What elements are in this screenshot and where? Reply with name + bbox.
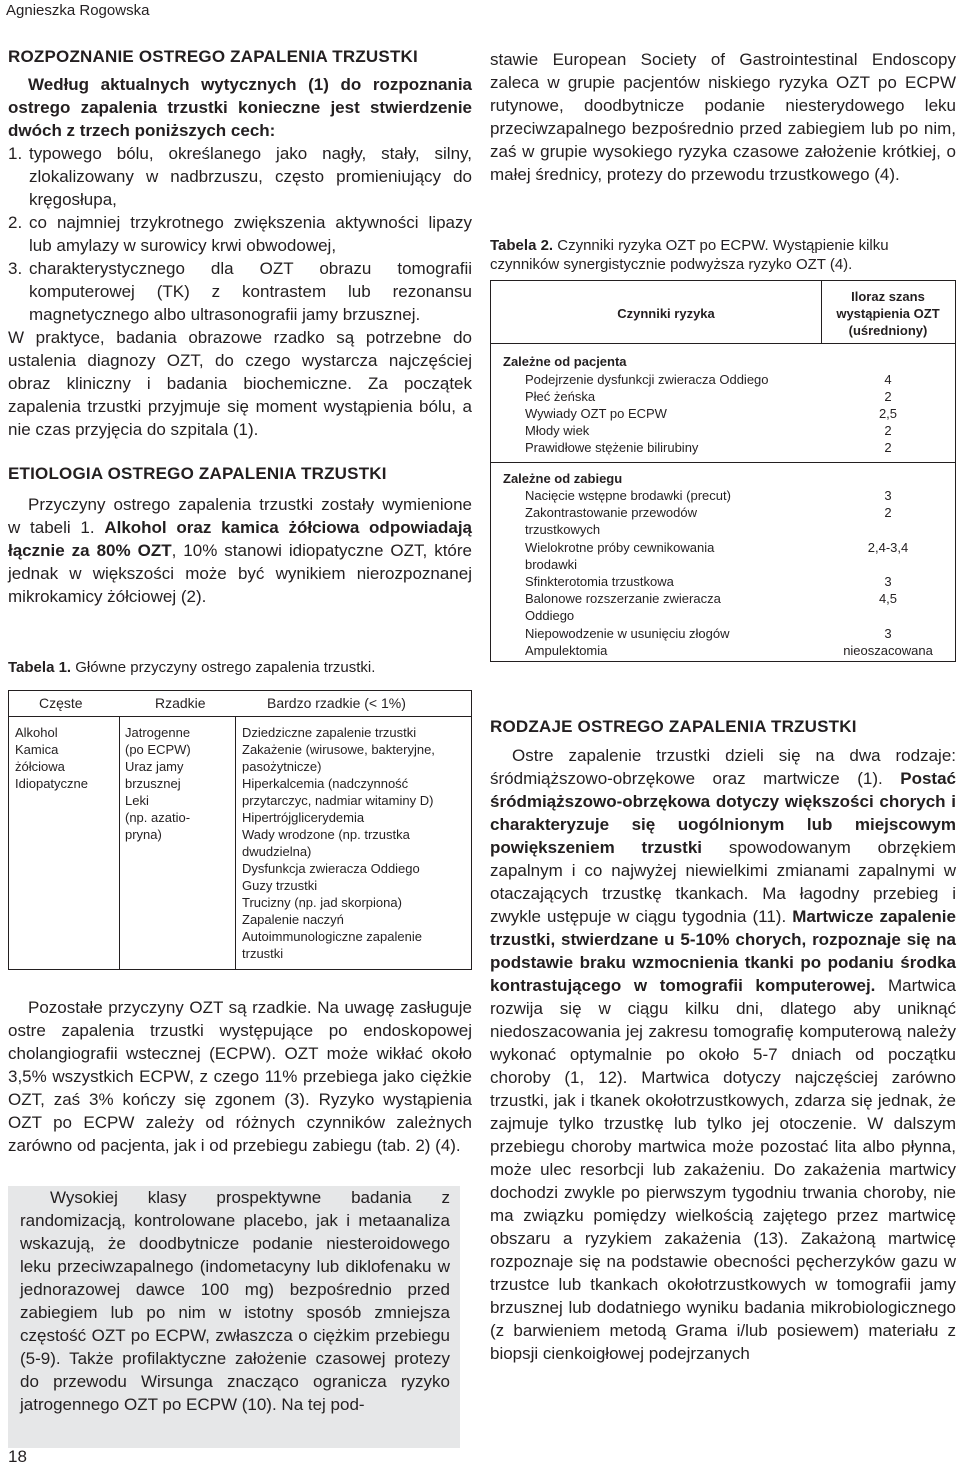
paragraph-types (490, 744, 956, 1365)
table2-row: Płeć żeńska (525, 389, 596, 404)
table2-row: Wywiady OZT po ECPW (525, 406, 667, 421)
table2-row: Młody wiek (525, 423, 590, 438)
table2-value: 4,5 (878, 591, 898, 606)
table2-header-ratio (823, 288, 953, 339)
table2-caption (490, 236, 956, 274)
types-text-bold2: Martwicze zapalenie trzustki, stwierdzane u 5-10% chorych, rozpoznaje się na podstawie braku wzmocnienia tkanki po podaniu środka kontrastującego w tomografii komputerowej. (490, 907, 956, 995)
table1-cell: przytarczyc, nadmiar witaminy D) (242, 793, 434, 808)
table2-header (491, 281, 955, 344)
table1-cell: Dziedziczne zapalenie trzustki (242, 725, 417, 740)
table1-cell: Alkohol (15, 725, 58, 740)
list-item-1 (8, 142, 472, 211)
page-number: 18 (8, 1447, 27, 1466)
table1-cell: Zapalenie naczyń (242, 912, 344, 927)
heading-diagnosis: ROZPOZNANIE OSTREGO ZAPALENIA TRZUSTKI (8, 47, 418, 66)
list-number: 1. (8, 144, 23, 163)
causes-text-b: , 10% stanowi idiopatyczne OZT, które jednak w większości może być wynikiem nierozpoznanej mikrokamicy żółciowej (2). (8, 541, 472, 606)
table1-header-very-rare: Bardzo rzadkie (< 1%) (267, 695, 406, 711)
causes-text-a: Przyczyny ostrego zapalenia trzustki zostały wymienione w tabeli 1. (8, 495, 472, 537)
table2-caption-label: Tabela 2. (490, 237, 554, 254)
highlight-box (8, 1186, 460, 1448)
table2-value: 2,4-3,4 (867, 540, 909, 555)
table2-header-ratio-line: wystąpienia OZT (836, 306, 940, 321)
paragraph-causes (8, 493, 472, 608)
table2-value: 2,5 (878, 406, 898, 421)
author-name: Agnieszka Rogowska (6, 2, 150, 19)
list-number: 3. (8, 259, 23, 278)
paragraph-other-causes (8, 996, 472, 1157)
highlight-text-wrap (20, 1186, 450, 1416)
list-text: typowego bólu, określanego jako nagły, stały, silny, zlokalizowany w nadbrzuszu, często promieniujący do kręgosłupa, (29, 144, 472, 209)
table1-cell: żółciowa (15, 759, 65, 774)
intro-paragraph: Według aktualnych wytycznych (1) do rozpoznania ostrego zapalenia trzustki konieczne jest stwierdzenie dwóch z trzech poniższych cech: (8, 75, 472, 140)
table1-cell: Trucizny (np. jad skorpiona) (242, 895, 402, 910)
types-text-c: Martwica rozwija się w ciągu kilku dni, dlatego aby uniknąć niedoszacowania jej zakresu tomografię komputerową należy wykonać optymalnie po około 5-7 dniach od początku choroby (1, 12). Martwica dotyczy najczęściej zarówno trzustki, jak i tkanek okołotrzustkowych, zdarza się jednak, że zajmuje tylko trzustkę lub tylko jej otoczenie. W dalszym przebiegu choroby martwica może pozostać lita albo płynna, może ulec resorbcji lub zakażeniu. Do zakażenia martwicy dochodzi zwykle po pierwszym tygodniu trwania choroby, nie ma związku pomiędzy wielkością zajętego przez martwicę obszaru a ryzykiem zakażenia (13). Zakażoną martwicę rozpoznaje się na podstawie obecności pęcherzyków gazu w trzustce lub tkankach okołotrzustkowych w tomografii jamy brzusznej lub dodatniego wyniku badania mikrobiologicznego (z barwieniem metodą Grama i/lub posiewem) materiału z biopsji cienkoigłowej podejrzanych (490, 976, 956, 1363)
table1-cell: Guzy trzustki (242, 878, 318, 893)
table2-row-cont: trzustkowych (525, 522, 601, 537)
list-item-3 (8, 257, 472, 326)
types-text-b: spowodowanym obrzękiem zapalnym i co najwyżej niewielkimi zmianami zapalnymi w otaczających trzustkę tkankach. Ma łagodny przebieg i zwykle ustępuje w ciągu tygodnia (11). (490, 838, 957, 926)
list-text: charakterystycznego dla OZT obrazu tomografii komputerowej (TK) z kontrastem lub rezonansu magnetycznego albo ultrasonografii jamy brzusznej. (29, 259, 472, 324)
table2 (490, 280, 956, 662)
right-column-bottom (490, 716, 956, 1365)
table2-value: 2 (884, 423, 892, 438)
table2-row: Wielokrotne próby cewnikowania (525, 540, 715, 555)
list-item-2 (8, 211, 472, 257)
table1-caption-label: Tabela 1. (8, 659, 72, 676)
table1-header-rare: Rzadkie (155, 695, 206, 711)
table2-row: Podejrzenie dysfunkcji zwieracza Oddiego (525, 372, 769, 387)
list-number: 2. (8, 213, 23, 232)
table1-cell: Hiperkalcemia (nadczynność (242, 776, 409, 791)
table1-col-rare (125, 724, 230, 843)
paragraph-imaging: W praktyce, badania obrazowe rzadko są potrzebne do ustalenia diagnozy OZT, do czego wystarcza najczęściej obraz kliniczny i badania biochemiczne. Za początek zapalenia trzustki przyjmuje się moment wystąpienia bólu, a nie czas przyjęcia do szpitala (1). (8, 328, 472, 439)
list-text: co najmniej trzykrotnego zwiększenia aktywności lipazy lub amylazy w surowicy krwi obwodowej, (29, 213, 472, 255)
table2-section-divider (491, 462, 955, 463)
table1-col-very-rare (242, 724, 472, 962)
table1-cell: Kamica (15, 742, 59, 757)
table2-header-ratio-line: Iloraz szans (851, 289, 925, 304)
table1-header-common: Częste (39, 695, 83, 711)
heading-types: RODZAJE OSTREGO ZAPALENIA TRZUSTKI (490, 717, 857, 736)
table1-caption (8, 658, 375, 677)
table2-section-procedure: Zależne od zabiegu (503, 471, 623, 486)
heading-etiology: ETIOLOGIA OSTREGO ZAPALENIA TRZUSTKI (8, 464, 387, 483)
table2-section-patient: Zależne od pacjenta (503, 354, 627, 369)
table1-divider (235, 716, 236, 969)
table1-cell: dwudzielna) (242, 844, 312, 859)
table1-cell: trzustki (242, 946, 284, 961)
table2-divider (821, 281, 822, 343)
table2-value: 2 (884, 440, 892, 455)
table2-row: Nacięcie wstępne brodawki (precut) (525, 488, 731, 503)
other-causes-text: Pozostałe przyczyny OZT są rzadkie. Na uwagę zasługuje ostre zapalenia trzustki występujące po endoskopowej cholangiografii wstecznej (ECPW). OZT może wikłać około 3,5% wszystkich ECPW, z czego 11% przebiega jako ciężkie OZT, zaś 3% kończy się zgonem (3). Ryzyko wystąpienia OZT po ECPW zależy od różnych czynników zależnych zarówno od pacjenta, jak i od przebiegu zabiegu (tab. 2) (4). (8, 998, 472, 1155)
table2-value: 2 (884, 505, 892, 520)
table2-caption-text: Czynniki ryzyka OZT po ECPW. Wystąpienie kilku czynników synergistycznie podwyższa ryzyko OZT (4). (490, 237, 889, 273)
table2-value: nieoszacowana (843, 643, 933, 658)
types-text-bold: Postać śródmiąższowo-obrzękowa dotyczy większości chorych i charakteryzuje się uogólnionym lub miejscowym powiększeniem trzustki (490, 769, 956, 857)
table1-divider (119, 716, 120, 969)
table2-value: 3 (884, 626, 892, 641)
highlight-text: Wysokiej klasy prospektywne badania z randomizacją, kontrolowane placebo, jak i metaanaliza wskazują, że doodbytnicze podanie niesteroidowego leku przeciwzapalnego (indometacyny lub diklofenaku w jednorazowej dawce 100 mg) bezpośrednio przed zabiegiem lub po nim w istotny sposób zmniejsza częstość OZT po ECPW, zwłaszcza o ciężkim przebiegu (5-9). Także profilaktyczne założenie czasowej protezy do przewodu Wirsunga znacząco ogranicza ryzyko jatrogennego OZT po ECPW (10). Na tej pod- (20, 1188, 450, 1414)
table1-cell: Dysfunkcja zwieracza Oddiego (242, 861, 420, 876)
table2-value: 4 (884, 372, 892, 387)
table1-cell: pryna) (125, 827, 162, 842)
table2-value: 3 (884, 488, 892, 503)
table2-row: Niepowodzenie w usunięciu złogów (525, 626, 730, 641)
causes-text-bold: Alkohol oraz kamica żółciowa odpowiadają łącznie za 80% OZT (8, 518, 473, 560)
table1-cell: Leki (125, 793, 149, 808)
table2-row: Sfinkterotomia trzustkowa (525, 574, 674, 589)
table2-row: Prawidłowe stężenie bilirubiny (525, 440, 699, 455)
table1 (8, 690, 472, 970)
table1-cell: (po ECPW) (125, 742, 191, 757)
table1-cell: Jatrogenne (125, 725, 191, 740)
table2-row: Zakontrastowanie przewodów (525, 505, 697, 520)
left-column (8, 46, 472, 608)
table2-row: Ampulektomia (525, 643, 608, 658)
table1-cell: brzusznej (125, 776, 181, 791)
paragraph-esge: stawie European Society of Gastrointestinal Endoscopy zaleca w grupie pacjentów niskiego ryzyka OZT po ECPW rutynowe, doodbytnicze podanie niesterydowego leku przeciwzapalnego bezpośrednio przed zabiegiem lub po nim, zaś w grupie wysokiego ryzyka czasowe założenie krótkiej, o małej średnicy, protezy do przewodu trzustkowego (4). (490, 50, 956, 184)
table1-col-common (15, 724, 115, 792)
table1-caption-text: Główne przyczyny ostrego zapalenia trzustki. (71, 659, 376, 676)
table2-row-cont: brodawki (525, 557, 578, 572)
table1-cell: Uraz jamy (125, 759, 184, 774)
right-column-top (490, 48, 956, 186)
table1-header (9, 691, 471, 717)
table2-row-cont: Oddiego (525, 608, 575, 623)
table2-row: Balonowe rozszerzanie zwieracza (525, 591, 721, 606)
table2-value: 3 (884, 574, 892, 589)
table1-cell: pasożytnicze) (242, 759, 322, 774)
types-text-a: Ostre zapalenie trzustki dzieli się na dwa rodzaje: śródmiąższowo-obrzękowe oraz martwicze (1). (490, 746, 956, 788)
table2-header-ratio-line: (uśredniony) (848, 323, 928, 338)
table1-cell: Zakażenie (wirusowe, bakteryjne, (242, 742, 435, 757)
table2-value: 2 (884, 389, 892, 404)
table1-cell: Autoimmunologiczne zapalenie (242, 929, 422, 944)
table1-cell: Wady wrodzone (np. trzustka (242, 827, 410, 842)
table1-cell: Idiopatyczne (15, 776, 88, 791)
table1-cell: Hipertrójglicerydemia (242, 810, 365, 825)
table2-header-factor: Czynniki ryzyka (617, 306, 715, 321)
table1-cell: (np. azatio- (125, 810, 191, 825)
